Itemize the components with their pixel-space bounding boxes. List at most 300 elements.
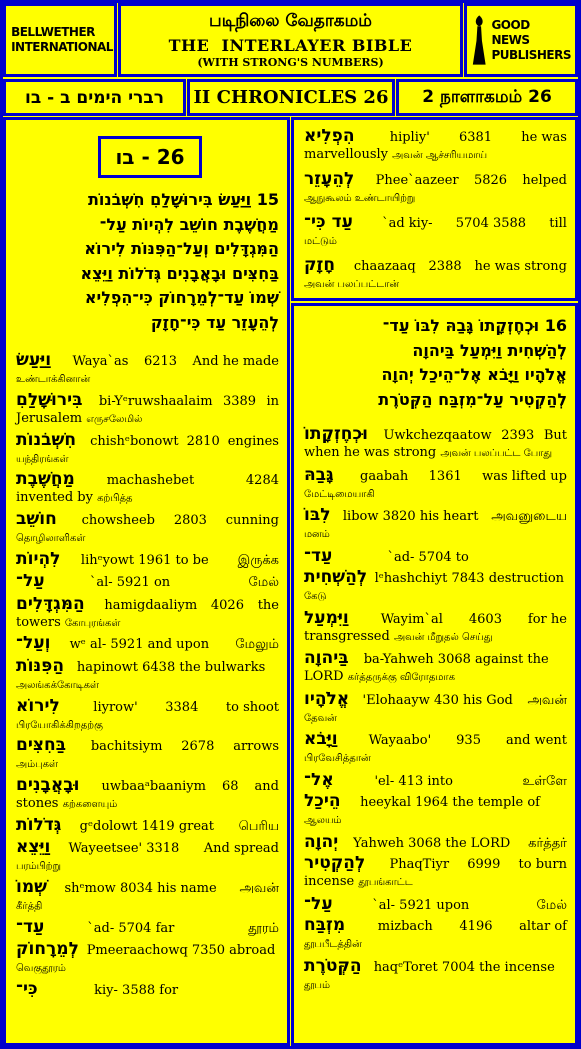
hebrew-word: עַל־ [304,893,333,914]
hebrew-word: עַד־ [304,545,333,566]
word-entry-line [16,815,279,835]
word-entry-line2 [304,232,567,250]
hebrew-word: גְּדֹלוֹת [16,814,62,835]
hebrew-word: הַפִּנּוֹת [16,655,65,676]
word-entry-line2 [16,614,279,632]
word-entry-line2 [16,897,279,915]
verse-line: מַחֲשֶׁבֶת חוֹשֵׁב לִהְיוֹת עַל־ [99,214,279,234]
word-entry-part: `ad- 5704 to [387,549,469,565]
word-entry-part: Wayaabo' [368,733,432,748]
word-entry-part: lᵉhashchiyt 7843 destruction [374,571,565,586]
tamil-gloss: தூபங்காட்ட [358,877,413,888]
logo-left-line2: INTERNATIONAL [11,40,113,54]
word-entry [16,594,279,632]
title-tamil: படிநிலை வேதாகமம் [209,11,372,31]
word-entry-line2 [16,450,279,468]
word-entry-line [304,791,567,811]
word-entry-line [304,853,567,873]
word-entry-part: bi-Yᵉruwshaalaim [98,393,213,409]
english-gloss: transgressed [304,628,394,644]
english-gloss: when he was strong [304,445,441,460]
word-entry-line [16,594,279,614]
word-entry-line [304,832,567,852]
word-entry-part: அவன் [527,692,567,708]
word-entry [304,608,567,646]
word-entry-line [304,915,567,935]
tamil-gloss: அலங்கக்கோடிகள் [16,679,100,691]
word-entry-part: 4603 [468,611,502,627]
word-entry [304,126,567,164]
word-entry-part: And he made [192,354,279,369]
word-entry-line2 [304,668,567,686]
word-entry [304,832,567,852]
tamil-gloss: கேடு [304,591,327,602]
word-entry-part: mizbach [377,919,433,934]
word-entry-line2 [16,857,279,875]
right-bottom-column [291,303,578,1046]
word-entry-part: பெரிய [238,818,279,834]
word-entry-part: மேலும் [235,637,279,653]
hebrew-word: וְעַל־ [16,633,51,654]
tamil-gloss: தொழிலாளிகள் [16,533,86,545]
tamil-gloss: கீர்த்தி [16,901,43,912]
word-entry-part: Phee`aazeer [375,173,459,188]
word-entry-part: 1361 [428,468,462,484]
hebrew-word: לִבּוֹ [304,505,331,525]
word-entry-line2 [304,976,567,994]
hebrew-word: אֱלֹהָיו [304,688,350,709]
word-entry [16,430,279,468]
word-entry [304,505,567,543]
word-entry-part: bachitsiym [90,739,163,755]
word-entry-part: 6381 [458,130,493,145]
word-entry-line2 [16,676,279,694]
word-entry-part: 4196 [459,919,493,934]
word-entry-part: 6999 [467,857,501,872]
tamil-gloss: தேவன் [304,712,337,724]
word-entry [16,509,279,547]
word-entry-line [304,169,567,189]
word-entry-line2 [304,628,567,646]
verse-line: בַּחִצִּים וּבָאֲבָנִים גְּדֹלוֹת וַיֵּצֵא [80,263,279,283]
logo-right-line2: PUBLISHERS [491,47,571,62]
word-entry-line2 [304,189,567,207]
word-entry [16,571,279,591]
word-entry-line2 [304,749,567,767]
verse-line: שְׁמוֹ עַד־לְמֵרָחוֹק כִּי־הִפְלִיא [84,288,279,307]
book-name-tamil-box [396,79,578,116]
tamil-gloss: அவன் மீறுதல் செய்து [393,631,493,643]
word-entry-part: hapinowt 6438 the bulwarks [76,659,266,675]
word-entry-line [304,608,567,628]
word-entry-line [304,126,567,146]
hebrew-word: וַיִּמְעַל [304,607,349,628]
word-entry-part: to burn [518,857,567,872]
word-entry-part: hipliy' [389,130,430,145]
hebrew-word: לִירוֹא [16,695,60,716]
word-entry [304,465,567,503]
word-entry-line2 [304,587,567,605]
word-entry-line [16,549,279,569]
verse-line: אֱלֹהָיו וַיָּבֹא אֶל־הֵיכַל יְהוָה [381,365,567,384]
word-entry-line [304,956,567,976]
word-entry-line [304,567,567,587]
hebrew-word: גָּבַהּ [304,464,334,485]
tamil-gloss: வெகுதூரம் [16,963,66,975]
tamil-gloss: தூபபீடத்தின் [304,939,362,950]
tamil-gloss: பிரயோகிக்கிறதற்கு [16,719,103,731]
word-entry-part: cunning [225,513,279,529]
tamil-gloss: எருசலேமில் [86,413,143,425]
hebrew-word: עַד־ [16,916,45,937]
tamil-gloss: அவன் ஆச்சரியமாய் [392,150,488,161]
word-entry [304,729,567,767]
word-entry [16,735,279,773]
word-entry-part: liyrow' [93,699,138,715]
hebrew-word: מִזְבַּח [304,915,346,935]
word-entry [304,212,567,250]
word-entry-line2 [304,525,567,543]
chapter-badge: 26 - בו [98,136,202,178]
verse-line: 16 וּכְחֶזְקָתוֹ גָּבַהּ לִבּוֹ עַד־ [382,316,567,335]
right-top-column [291,117,578,301]
book-name-tamil: 2 நாளாகமம் 26 [422,86,552,107]
word-entry-part: `al- 5921 on [89,575,171,591]
word-entry-line2 [304,146,567,164]
left-column [3,117,290,1046]
hebrew-word: כִּי־ [16,978,38,999]
word-entry-line2 [16,959,279,977]
good-news-logo [464,3,578,77]
word-entry [304,791,567,829]
word-entry-line [16,917,279,937]
tamil-gloss: கோபுரங்கள் [64,617,121,629]
word-entry-part: altar of [519,919,567,934]
word-entry-part: Pmeeraachowq 7350 abroad [86,943,276,959]
english-gloss: Jerusalem [16,410,87,426]
word-entry-part: 2678 [181,739,215,755]
word-entry [16,775,279,813]
word-entry [16,656,279,694]
word-entry-line2 [16,716,279,734]
tamil-gloss: யந்திரங்கள் [16,453,69,465]
word-entry-part: Wayim`al [380,611,443,627]
word-entry-part: and went [505,733,567,748]
word-entry-part: 2810 [186,433,220,449]
word-entry-line2 [304,873,567,891]
hebrew-word: חִשְּׁבֹנוֹת [16,429,77,450]
hebrew-word: לְהַשְׁחִית [304,567,368,587]
word-entry-part: 5704 3588 [455,216,527,231]
word-entry-line2 [304,709,567,727]
word-entry-part: heeykal 1964 the temple of [360,795,540,810]
tamil-gloss: அவன் பலப்பட்டான் [304,279,400,290]
word-entry-line [304,770,567,790]
tamil-gloss: அவன் பலப்பட்ட போது [440,448,553,459]
tamil-gloss: மேட்டிமையாகி [304,488,375,500]
logo-right-line1: GOOD NEWS [491,17,530,47]
hebrew-word: חוֹשֵׁב [16,509,57,530]
hebrew-word: וּבָאֲבָנִים [16,775,80,796]
hebrew-word: וַיַּעַשׂ [16,350,52,370]
word-entry-part: wᵉ al- 5921 and upon [69,637,210,653]
book-name-hebrew-box [3,79,186,116]
word-entry [16,939,279,977]
word-entry-part: கர்த்தர் [528,835,567,851]
word-entry [16,837,279,875]
word-entry-line [304,255,567,275]
word-entry-part: hamigdaaliym [104,597,198,613]
hebrew-word: עַד כִּי־ [304,212,353,232]
english-gloss: invented by [16,490,98,506]
word-entry-part: uwbaaᵃbaaniym [101,779,206,795]
word-entry-line2 [304,275,567,293]
word-entry-part: 2388 [428,259,462,274]
word-entry-part: `ad kiy- [382,216,433,231]
hebrew-word: הַמִּגְדָּלִים [16,593,85,614]
word-entry-part: 5826 [473,173,508,188]
title-box [118,3,463,77]
word-entry-line [16,877,279,897]
word-entry-part: PhaqTiyr [389,857,450,872]
word-entry [304,567,567,605]
word-entry-line2 [16,370,279,388]
tamil-gloss: கற்களையும் [62,799,118,811]
word-entry [16,877,279,915]
word-entry-part: engines [227,433,279,449]
hebrew-word: הֵיכַל [304,791,341,811]
tamil-gloss: கர்த்தருக்கு விரோதமாக [347,672,456,683]
word-entry-line [16,509,279,529]
tamil-gloss: மனம் [304,529,330,540]
hebrew-word: וַיֵּצֵא [16,837,51,858]
word-entry-line [16,696,279,716]
word-entry-line [304,465,567,485]
word-entry [304,853,567,891]
word-entry-line [16,656,279,676]
word-entry-part: 2393 [501,428,535,443]
tamil-gloss: அம்புகள் [16,759,59,771]
hebrew-word: לְהַקְטִיר [304,853,366,873]
word-entry-part: Uwkchezqaatow [383,428,492,443]
english-gloss: incense [304,874,359,889]
word-entry-part: for he [527,611,567,627]
word-entry-part: till [549,216,567,231]
word-entry-part: தூரம் [248,920,279,936]
word-entry-line2 [304,935,567,953]
word-entry-line2 [16,489,279,507]
word-entry-line [16,735,279,755]
word-entry-line2 [304,811,567,829]
word-entry-line [304,212,567,232]
hebrew-word: לְהֵעָזֵר [304,169,355,189]
tamil-gloss: கற்பித்த [97,493,133,505]
word-entry-part: to shoot [225,699,279,715]
word-entry [304,546,567,566]
tamil-gloss: ஆலயம் [304,815,342,826]
hebrew-word: חָזָק [304,255,336,275]
word-entry-part: `al- 5921 upon [372,897,470,913]
word-entry-part: And spread [203,841,279,857]
word-entry-line2 [16,410,279,428]
hebrew-word: בַּיהוָה [304,648,349,668]
word-entry-part: இருக்க [237,553,279,568]
word-entry [16,815,279,835]
word-entry [304,255,567,293]
word-entry-part: Waya`as [72,354,129,369]
word-entry [16,979,279,999]
word-entry-line [304,424,567,444]
hebrew-word: בִּירוּשָׁלַםִ [16,389,83,410]
word-entry-part: 6213 [143,354,178,369]
word-entry-line [16,430,279,450]
verse-line: הַמִּגְדָּלִים וְעַל־הַפִּנּוֹת לִירוֹא [84,239,279,258]
page-title: THE INTERLAYER BIBLE [168,36,413,55]
page-subtitle: (WITH STRONG'S NUMBERS) [197,56,384,69]
word-entry-part: shᵉmow 8034 his name [64,881,217,896]
word-entry-line2 [16,755,279,773]
tamil-gloss: தூபம் [304,979,331,991]
hebrew-word: מַחֲשֶׁבֶת [16,469,75,490]
word-entry-part: was lifted up [482,468,567,484]
hebrew-word: וַיָּבֹא [304,729,338,749]
hebrew-word: הַקְּטֹרֶת [304,955,362,976]
word-entry [16,469,279,507]
word-entry-part: 3389 [222,393,257,409]
word-entry-part: he was [521,130,567,145]
word-entry-part: 935 [456,733,481,748]
word-entry [16,633,279,653]
hebrew-word: בַּחִצִּים [16,735,66,756]
word-entry [304,648,567,686]
verse-line: לְהֵעָזֵר עַד כִּי־חָזָק [150,312,279,332]
word-entry-line [304,729,567,749]
hebrew-word: לִהְיוֹת [16,549,61,569]
word-entry-part: Wayeetsee' 3318 [68,841,180,857]
word-entry-part: 4026 [210,597,244,613]
english-gloss: stones [16,796,63,812]
word-entry-line [16,390,279,410]
word-entry [304,915,567,953]
word-entry-part: the [257,597,279,613]
book-name-hebrew: רברי הימים ב - בו [25,87,164,108]
word-entry-part: gᵉdolowt 1419 great [79,818,215,834]
word-entry-part: helped [522,173,567,188]
word-entry-part: libow 3820 his heart [342,509,479,524]
hebrew-word: אֶל־ [304,769,334,790]
verse-line: לְהַשְׁחִית וַיִּמְעַל בַּיהוָה [412,340,567,360]
english-gloss: marvellously [304,147,393,162]
word-entry-part: அவன் [239,881,279,896]
word-entry-line2 [304,444,567,462]
word-entry-part: haqᵉToret 7004 the incense [373,959,555,975]
tamil-gloss: மட்டும் [304,236,337,247]
hebrew-word: עַל־ [16,571,45,592]
word-entry-line [304,894,567,914]
verse-16-hebrew [300,314,575,412]
english-gloss: towers [16,614,65,630]
word-entry [304,169,567,207]
word-entry [16,696,279,734]
word-entry-line [16,837,279,857]
word-entry-part: and [254,779,279,795]
word-entry-part: But [543,428,567,443]
word-entry-part: மேல் [536,897,567,913]
word-entry [16,350,279,388]
word-entry-line2 [16,529,279,547]
word-entry-part: lihᵉyowt 1961 to be [80,553,209,568]
hebrew-word: הִפְלִיא [304,126,355,146]
word-entry [304,956,567,994]
word-entry-line [16,979,279,999]
word-entry-part: kiy- 3588 for [94,982,179,998]
word-entry-line [16,775,279,795]
word-entry-part: 4284 [245,473,279,489]
word-entry-part: Yahweh 3068 the LORD [353,835,511,851]
logo-left-line1: BELLWETHER [11,25,95,39]
word-entry [16,390,279,428]
word-entry [304,424,567,462]
word-entry-part: 3384 [165,699,199,715]
word-entry-part: 'el- 413 into [374,773,453,789]
word-entry [304,770,567,790]
bellwether-logo [3,3,117,77]
word-entry-line [304,546,567,566]
word-entry-part: 'Elohaayw 430 his God [362,692,513,708]
word-entry-line [304,505,567,525]
word-entry-part: `ad- 5704 far [87,920,175,936]
word-entry [16,917,279,937]
word-entry-line [16,633,279,653]
tamil-gloss: பிரவேசித்தான் [304,753,371,764]
book-name-english-box [187,79,395,116]
word-entry-part: he was strong [474,259,567,274]
word-entry [304,689,567,727]
book-name-english: II CHRONICLES 26 [193,87,389,108]
tamil-gloss: பரம்பிற்று [16,861,61,873]
word-entry-line [304,689,567,709]
tamil-gloss: ஆநுகூலம் உண்டாயிற்று [304,193,416,204]
word-entry [16,549,279,569]
word-entry [304,894,567,914]
word-entry-part: gaabah [360,468,409,484]
word-entry-part: அவனுடைய [491,509,567,524]
word-entry-line2 [16,795,279,813]
word-entry-part: உள்ளே [522,773,567,789]
hebrew-word: לְמֵרָחוֹק [16,939,79,960]
word-entry-line [16,571,279,591]
verse-line: לְהַקְטִיר עַל־מִזְבַּח הַקְּטֹרֶת [378,389,567,409]
word-entry-line [16,939,279,959]
word-entry-line [16,350,279,370]
word-entry-part: 68 [221,779,239,795]
torch-figure-icon [471,11,487,69]
hebrew-word: וּכְחֶזְקָתוֹ [304,424,368,444]
word-entry-part: மேல் [248,575,279,591]
word-entry-part: 2803 [173,513,207,529]
verse-15-hebrew [12,188,287,335]
word-entry-part: chowsheeb [81,513,155,529]
word-entry-line [16,469,279,489]
english-gloss: LORD [304,669,348,684]
word-entry-part: arrows [233,739,279,755]
word-entry-line2 [304,485,567,503]
verse-line: 15 וַיַּעַשׂ בִּירוּשָׁלַםִ חִשְּׁבֹנוֹת [87,190,279,209]
hebrew-word: יְהוָה [304,831,339,852]
word-entry-part: in [266,393,279,409]
word-entry-part: ba-Yahweh 3068 against the [363,652,549,667]
word-entry-line [304,648,567,668]
